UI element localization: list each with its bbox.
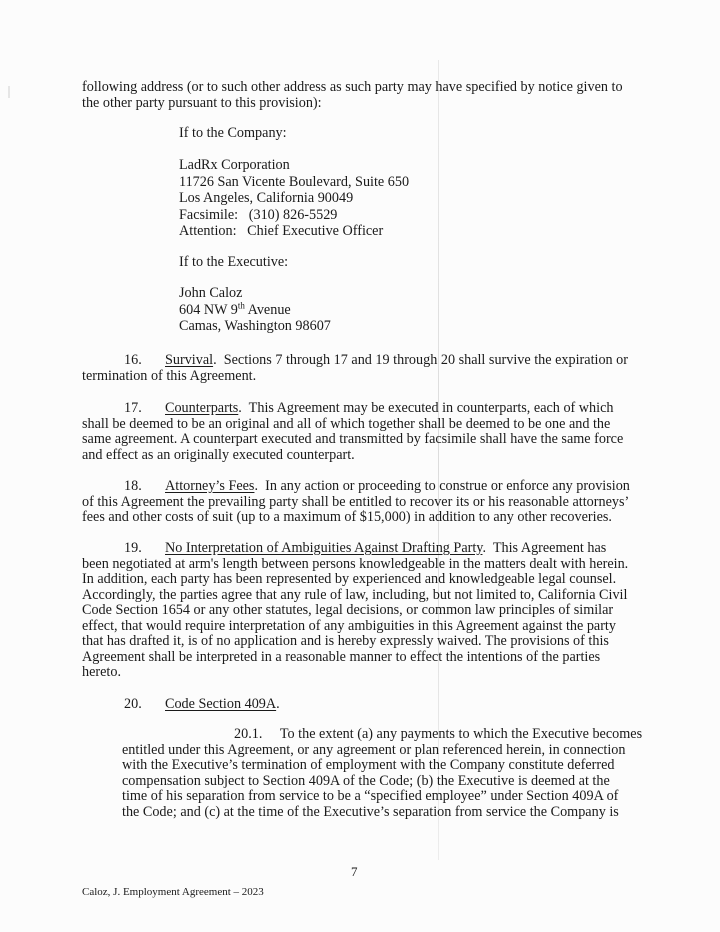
section-16-line: termination of this Agreement. (82, 368, 257, 384)
executive-street: 604 NW 9th Avenue (179, 299, 291, 318)
company-street: 11726 San Vicente Boulevard, Suite 650 (179, 174, 410, 190)
section-18-title: Attorney’s Fees (165, 478, 255, 494)
document-footer: Caloz, J. Employment Agreement – 2023 (82, 886, 264, 898)
intro-line-2: the other party pursuant to this provision): (82, 94, 322, 111)
executive-label: If to the Executive: (179, 254, 289, 270)
section-16-title: Survival (165, 352, 214, 368)
section-19-line: effect, that would require interpretation of any ambiguities in this Agreement against the party (82, 617, 616, 634)
section-20-1-line: compensation subject to Section 409A of the Code; (b) the Executive is deemed at the (122, 772, 610, 789)
section-17-line: and effect as an originally executed counterpart. (82, 446, 355, 463)
section-17-number: 17. (124, 400, 142, 416)
section-17-heading: Counterparts. This Agreement may be executed in counterparts, each of which (165, 400, 614, 416)
section-20-number: 20. (124, 696, 142, 712)
section-20-1-line: entitled under this Agreement, or any agreement or plan referenced herein, in connection (122, 741, 626, 758)
page-number: 7 (351, 864, 358, 879)
section-18-line: fees and other costs of suit (up to a maximum of $15,000) in addition to any other recoveries. (82, 509, 612, 525)
company-label: If to the Company: (179, 125, 287, 141)
section-20-heading: Code Section 409A. (165, 696, 280, 712)
company-fax: Facsimile: (310) 826-5529 (179, 206, 338, 223)
section-19-line: Accordingly, the parties agree that any rule of law, including, but not limited to, California Civil (82, 586, 628, 603)
section-19-heading: No Interpretation of Ambiguities Against Drafting Party. This Agreement has (165, 540, 607, 556)
section-18-line: of this Agreement the prevailing party shall be entitled to recover its or his reasonable attorneys’ (82, 493, 630, 510)
section-19-number: 19. (124, 540, 142, 556)
section-17-title: Counterparts (165, 400, 239, 416)
section-20-1-line: time of his separation from service to be a “specified employee” under Section 409A of (122, 788, 619, 804)
section-18-number: 18. (124, 478, 142, 494)
section-20-1-first-line: 20.1. To the extent (a) any payments to which the Executive becomes (234, 726, 643, 742)
section-20-title: Code Section 409A (165, 696, 277, 712)
section-17-line: same agreement. A counterpart executed and transmitted by facsimile shall have the same force (82, 431, 624, 447)
executive-name: John Caloz (179, 285, 243, 301)
scan-mark (8, 86, 10, 98)
intro-line-1: following address (or to such other address as such party may have specified by notice given to (82, 79, 623, 95)
section-20-1-line: the Code; and (c) at the time of the Executive’s separation from service the Company is (122, 803, 619, 820)
section-19-line: Agreement shall be interpreted in a reasonable manner to effect the intentions of the parties (82, 648, 601, 665)
section-18-heading: Attorney’s Fees. In any action or proceeding to construe or enforce any provision (165, 478, 630, 494)
section-16-heading: Survival. Sections 7 through 17 and 19 through 20 shall survive the expiration or (165, 352, 629, 368)
section-16-number: 16. (124, 352, 142, 368)
section-19-line: that has drafted it, is of no application and is hereby expressly waived. The provisions of this (82, 633, 609, 649)
company-city: Los Angeles, California 90049 (179, 190, 354, 206)
executive-city: Camas, Washington 98607 (179, 318, 331, 334)
section-20-1-line: with the Executive’s termination of employment with the Company constitute deferred (122, 757, 615, 773)
section-19-line: hereto. (82, 664, 121, 680)
company-attention: Attention: Chief Executive Officer (179, 223, 384, 239)
section-19-line: been negotiated at arm's length between persons knowledgeable in the matters dealt with herein. (82, 555, 629, 572)
section-19-title: No Interpretation of Ambiguities Against Drafting Party (165, 540, 483, 556)
section-19-line: Code Section 1654 or any other statutes, legal decisions, or common law principles of similar (82, 602, 614, 618)
company-name: LadRx Corporation (179, 157, 290, 173)
section-17-line: shall be deemed to be an original and all of which together shall be deemed to be one and the (82, 415, 611, 432)
section-19-line: In addition, each party has been represented by experienced and knowledgeable legal counsel. (82, 571, 617, 587)
